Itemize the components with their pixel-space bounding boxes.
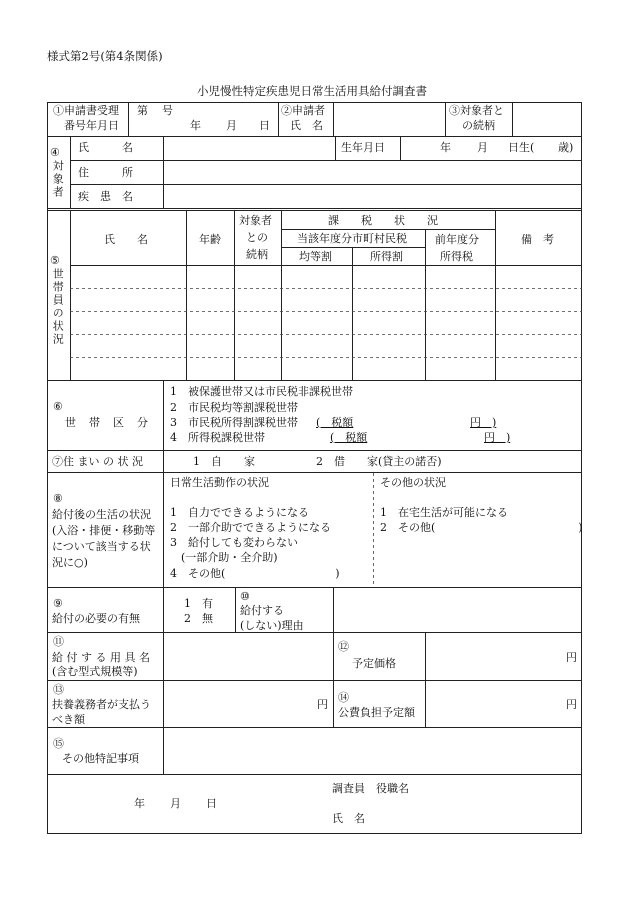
equipment-label-1: 給 付 す る 用 具 名 (52, 651, 150, 664)
daily-item-2: 2 一部介助でできるようになる (170, 521, 331, 534)
other-item-1: 1 在宅生活が可能になる (380, 506, 508, 519)
daily-item-4: 4 その他( ) (170, 567, 340, 580)
receipt-month: 月 (226, 119, 237, 132)
daily-item-3: 3 給付しても変わらない (170, 536, 298, 549)
applicant-label-1: ②申請者 (281, 104, 325, 117)
col-prev-year-1: 前年度分 (435, 233, 479, 246)
public-num: ⑭ (338, 691, 349, 704)
daily-header: 日常生活動作の状況 (170, 476, 269, 489)
relation-label-1: ③対象者と (449, 104, 504, 117)
col-city-tax: 当該年度分市町村民税 (297, 232, 407, 245)
after-life-label-1: 給付後の生活の状況 (52, 508, 151, 521)
col-relation-2: との (246, 231, 268, 244)
app-receipt-label-1: ①申請書受理 (53, 104, 119, 117)
col-tax: 課 税 状 況 (328, 214, 438, 227)
receipt-year: 年 (190, 119, 201, 132)
tax-amount-4-open: ( 税額 (330, 431, 368, 444)
footer-year: 年 (134, 797, 145, 810)
after-life-label-3: について該当する状 (52, 540, 151, 553)
birth-day: 日生( (508, 141, 535, 154)
col-age: 年齢 (199, 233, 221, 246)
col-income-portion: 所得割 (370, 250, 403, 263)
class-label: 世 帯 区 分 (65, 416, 149, 429)
applicant-label-2: 氏 名 (290, 119, 323, 132)
tax-amount-4-yen: 円 ) (484, 431, 511, 444)
household-num: ⑤ (50, 254, 60, 267)
form-number: 様式第2号(第4条関係) (47, 49, 163, 63)
equipment-label-2: (含む型式規模等) (52, 665, 138, 678)
investigator-name: 氏 名 (332, 812, 365, 825)
reason-label-2: (しない)理由 (240, 619, 304, 632)
tax-amount-3-yen: 円 ) (470, 416, 497, 429)
birth-year: 年 (440, 141, 451, 154)
class-item-1: 1 被保護世帯又は市民税非課税世帯 (170, 385, 353, 398)
support-yen: 円 (317, 698, 328, 711)
support-num: ⑬ (53, 683, 64, 696)
support-label-2: べき額 (52, 713, 85, 726)
birth-month: 月 (477, 141, 488, 154)
after-life-num: ⑧ (53, 492, 63, 505)
app-receipt-label-2: 番号年月日 (64, 119, 119, 132)
special-num: ⑮ (53, 737, 64, 750)
col-prev-year-2: 所得税 (440, 250, 473, 263)
support-label-1: 扶養義務者が支払う (52, 698, 151, 711)
public-yen: 円 (566, 698, 577, 711)
after-life-label-2: (入浴・排便・移動等 (52, 524, 156, 537)
receipt-day: 日 (259, 119, 270, 132)
housing-opt-1: 1 自 家 (193, 455, 255, 468)
col-equal: 均等割 (299, 250, 332, 263)
class-item-3: 3 市民税所得割課税世帯 (170, 416, 298, 429)
subject-name-label: 氏 名 (78, 141, 133, 154)
col-remarks: 備 考 (521, 233, 554, 246)
footer-month: 月 (170, 797, 181, 810)
after-life-label-4: 況に○) (52, 556, 88, 569)
equipment-num: ⑪ (53, 635, 64, 648)
price-num: ⑫ (338, 640, 349, 653)
daily-item-1: 1 自力でできるようになる (170, 506, 309, 519)
disease-label: 疾 患 名 (78, 190, 133, 203)
go-label: 号 (162, 104, 173, 117)
footer-day: 日 (206, 797, 217, 810)
household-section-label: 世帯員の状況 (51, 268, 65, 346)
tax-amount-3-open: ( 税額 (316, 416, 354, 429)
age-suffix: 歳) (558, 141, 574, 154)
other-header: その他の状況 (380, 476, 446, 489)
class-item-2: 2 市民税均等割課税世帯 (170, 401, 298, 414)
necessity-opt-1: 1 有 (184, 597, 213, 610)
price-label: 予定価格 (352, 657, 396, 670)
subject-num: ④ (50, 146, 60, 159)
housing-label: ⑦住 まい の 状 況 (52, 455, 143, 468)
housing-opt-2: 2 借 家(貸主の諾否) (316, 455, 442, 468)
reason-label-1: 給付する (240, 604, 284, 617)
address-label: 住 所 (78, 166, 133, 179)
special-label: その他特記事項 (62, 752, 139, 765)
necessity-label: 給付の必要の有無 (52, 612, 140, 625)
birth-label: 生年月日 (341, 141, 385, 154)
necessity-opt-2: 2 無 (184, 612, 213, 625)
price-yen: 円 (566, 651, 577, 664)
other-item-2: 2 その他( ) (380, 521, 583, 534)
daily-item-3b: (一部介助・全介助) (170, 551, 278, 564)
public-label: 公費負担予定額 (338, 706, 415, 719)
col-relation-1: 対象者 (239, 214, 272, 227)
investigator-title: 調査員 役職名 (332, 782, 409, 795)
relation-label-2: の続柄 (462, 119, 495, 132)
reason-num: ⑩ (240, 590, 250, 603)
class-num: ⑥ (53, 400, 63, 413)
necessity-num: ⑨ (53, 597, 63, 610)
subject-section-label: 対象者 (51, 160, 65, 199)
dai-label: 第 (137, 104, 148, 117)
form-title: 小児慢性特定疾患児日常生活用具給付調査書 (197, 84, 427, 98)
col-name: 氏 名 (104, 233, 148, 246)
class-item-4: 4 所得税課税世帯 (170, 431, 265, 444)
col-relation-3: 続柄 (246, 248, 268, 261)
